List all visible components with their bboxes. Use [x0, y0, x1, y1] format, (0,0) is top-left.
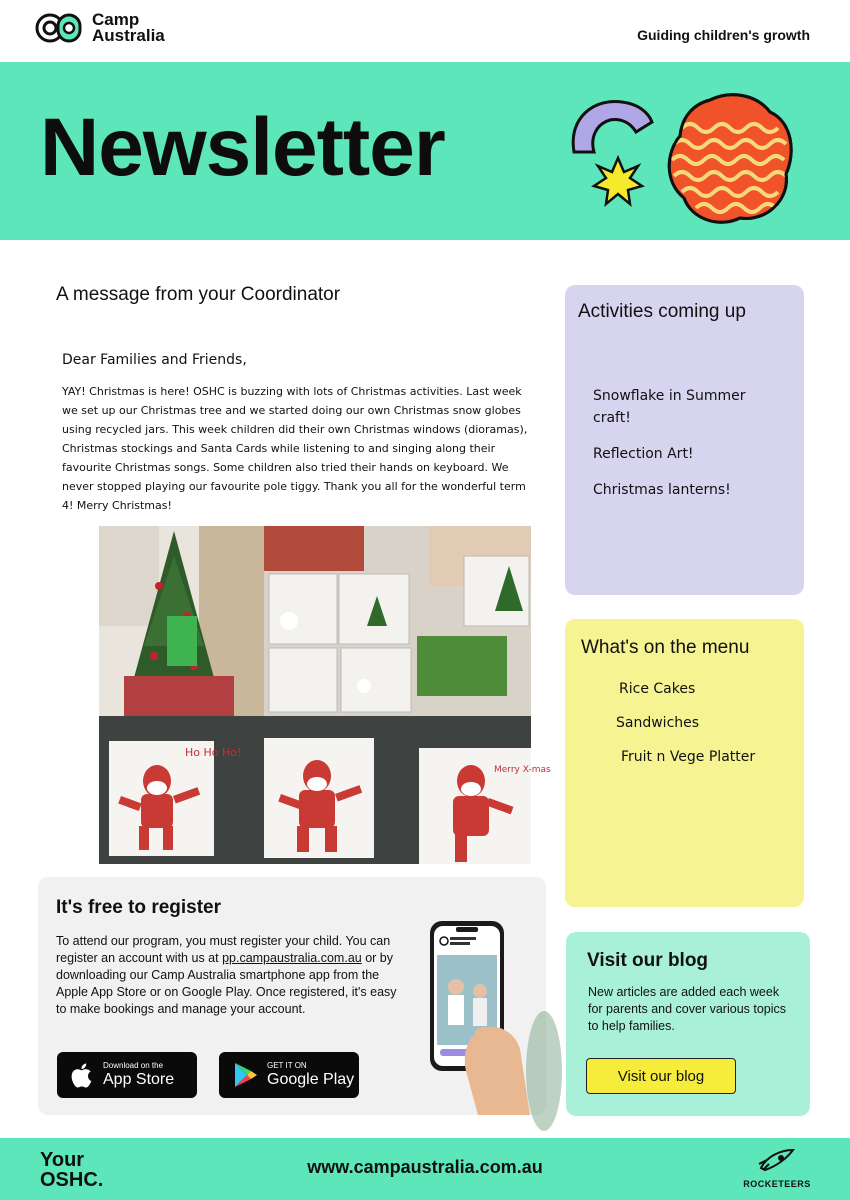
google-play-label: Google Play — [267, 1071, 355, 1088]
menu-heading: What's on the menu — [581, 637, 750, 658]
footer — [0, 1138, 850, 1200]
photo-collage-image — [99, 526, 551, 864]
salutation: Dear Families and Friends, — [62, 352, 247, 368]
rocketeers-label: ROCKETEERS — [743, 1179, 811, 1189]
activities-list — [593, 385, 783, 515]
app-store-button[interactable] — [57, 1052, 197, 1098]
menu-panel — [565, 619, 804, 907]
decorative-shapes-icon — [560, 82, 800, 232]
tagline: Guiding children's growth — [637, 27, 810, 43]
phone-app-icon — [418, 921, 548, 1115]
camp-australia-logo[interactable] — [34, 10, 182, 46]
rocket-icon — [757, 1148, 797, 1172]
camp-australia-logo-icon — [34, 10, 86, 46]
register-text-before: To attend our program, you must register your child. You can register an account with us at — [56, 934, 391, 965]
menu-item: Sandwiches — [616, 715, 700, 731]
page-title: Newsletter — [40, 102, 445, 193]
visit-blog-button[interactable]: Visit our blog — [586, 1058, 736, 1094]
starburst-icon — [594, 158, 642, 204]
card-1-text: Ho Ho Ho! — [185, 746, 242, 759]
activities-heading: Activities coming up — [578, 301, 746, 322]
coordinator-message: YAY! Christmas is here! OSHC is buzzing with lots of Christmas activities. Last week we set up our Christmas tree and we started doing our own Christmas snow globes using recycled jars. This week children did their own Christmas windows (dioramas), Christmas stockings and Santa Cards while listening to and singing along their favourite Christmas songs. Some children also tried their hands on keyboard. We never stopped playing our favourite pole tiggy. Thank you all for the wonderful term 4! Merry Christmas! — [62, 385, 528, 512]
brand-name — [92, 12, 182, 44]
blog-heading: Visit our blog — [587, 950, 709, 971]
card-3-text: Merry X-mas — [494, 765, 551, 775]
menu-item: Rice Cakes — [619, 681, 696, 697]
brand-line-2: Australia — [92, 26, 165, 45]
register-heading: It's free to register — [56, 897, 222, 918]
your-oshc-line-2: OSHC. — [40, 1169, 104, 1191]
activities-panel — [565, 285, 804, 595]
google-play-icon — [233, 1061, 259, 1089]
blog-text: New articles are added each week for parents and cover various topics to help families. — [588, 985, 787, 1033]
google-play-small-label: GET IT ON — [267, 1061, 307, 1070]
christmas-activities-photo — [99, 526, 551, 864]
app-store-small-label: Download on the — [103, 1061, 164, 1070]
register-text-after: or by downloading our Camp Australia smartphone app from the Apple App Store or on Google Play. Once registered, it's easy to make bookings and manage your account. — [56, 951, 397, 1016]
google-play-button[interactable] — [219, 1052, 359, 1098]
website-link[interactable]: www.campaustralia.com.au — [307, 1157, 543, 1177]
your-oshc-line-1: Your — [40, 1149, 85, 1171]
list-item: Reflection Art! — [593, 446, 694, 462]
coordinator-heading: A message from your Coordinator — [56, 284, 341, 305]
register-text — [56, 933, 401, 1018]
hero-banner — [0, 62, 850, 240]
top-bar — [0, 0, 850, 62]
list-item: Christmas lanterns! — [593, 482, 731, 498]
app-store-label: App Store — [103, 1071, 175, 1088]
register-panel — [38, 877, 546, 1115]
apple-icon — [71, 1061, 95, 1089]
rocketeers-logo — [742, 1148, 812, 1189]
register-link[interactable]: pp.campaustralia.com.au — [222, 951, 362, 965]
blog-panel — [566, 932, 810, 1116]
brand-line-1: Camp — [92, 10, 140, 29]
menu-item: Fruit n Vege Platter — [621, 749, 756, 765]
list-item: Snowflake in Summer craft! — [593, 388, 746, 426]
